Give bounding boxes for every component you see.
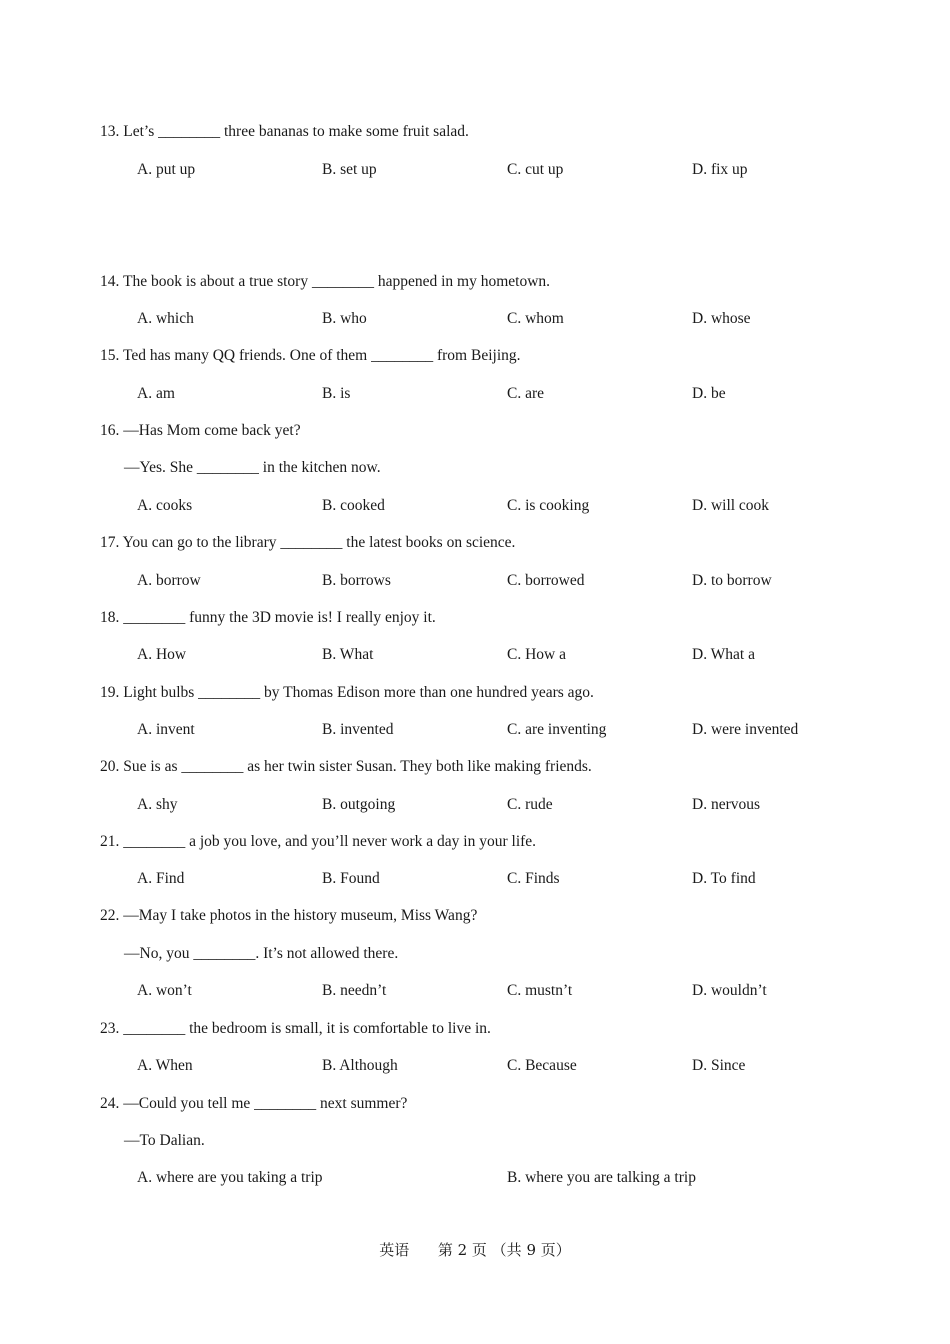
- question-18-option-d: D. What a: [692, 646, 755, 663]
- question-17-option-d: D. to borrow: [692, 572, 772, 589]
- question-18-option-c: C. How a: [507, 646, 566, 663]
- question-21-option-a: A. Find: [137, 870, 185, 887]
- question-23-option-a: A. When: [137, 1057, 193, 1074]
- question-21-option-b: B. Found: [322, 870, 380, 887]
- question-19-stem: 19. Light bulbs ________ by Thomas Edison more than one hundred years ago.: [100, 684, 594, 701]
- question-19-option-b: B. invented: [322, 721, 394, 738]
- question-15-stem: 15. Ted has many QQ friends. One of them ________ from Beijing.: [100, 347, 521, 364]
- question-16-stem: 16. —Has Mom come back yet?: [100, 422, 301, 439]
- question-22-option-d: D. wouldn’t: [692, 982, 767, 999]
- question-14-option-b: B. who: [322, 310, 367, 327]
- page-footer: 英语 第 2 页 （共 9 页）: [379, 1241, 571, 1259]
- question-18-option-a: A. How: [137, 646, 187, 663]
- question-15-option-d: D. be: [692, 385, 726, 402]
- question-15-option-a: A. am: [137, 385, 175, 402]
- question-18-stem: 18. ________ funny the 3D movie is! I really enjoy it.: [100, 609, 436, 626]
- question-17-option-b: B. borrows: [322, 572, 391, 589]
- question-14-option-d: D. whose: [692, 310, 751, 327]
- question-23-stem: 23. ________ the bedroom is small, it is comfortable to live in.: [100, 1020, 491, 1037]
- question-16-answer-line: —Yes. She ________ in the kitchen now.: [124, 459, 381, 476]
- question-20-stem: 20. Sue is as ________ as her twin sister Susan. They both like making friends.: [100, 758, 592, 775]
- question-23-option-c: C. Because: [507, 1057, 577, 1074]
- question-13-option-b: B. set up: [322, 161, 377, 178]
- question-15-option-c: C. are: [507, 385, 545, 402]
- question-20-option-c: C. rude: [507, 796, 553, 813]
- question-24-option-a: A. where are you taking a trip: [137, 1169, 323, 1186]
- question-16-option-b: B. cooked: [322, 497, 385, 514]
- question-15-option-b: B. is: [322, 385, 351, 402]
- question-14-option-a: A. which: [137, 310, 194, 327]
- question-20-option-d: D. nervous: [692, 796, 761, 813]
- question-14-stem: 14. The book is about a true story ________ happened in my hometown.: [100, 273, 551, 290]
- question-22-option-b: B. needn’t: [322, 982, 387, 999]
- question-20-option-b: B. outgoing: [322, 796, 396, 813]
- question-13-option-c: C. cut up: [507, 161, 564, 178]
- question-17-stem: 17. You can go to the library ________ the latest books on science.: [100, 534, 516, 551]
- question-23-option-d: D. Since: [692, 1057, 746, 1074]
- question-21-stem: 21. ________ a job you love, and you’ll never work a day in your life.: [100, 833, 537, 850]
- question-18-option-b: B. What: [322, 646, 374, 663]
- question-13-stem: 13. Let’s ________ three bananas to make some fruit salad.: [100, 123, 469, 140]
- question-16-option-d: D. will cook: [692, 497, 770, 514]
- question-22-answer-line: —No, you ________. It’s not allowed there.: [124, 945, 399, 962]
- question-22-option-c: C. mustn’t: [507, 982, 573, 999]
- question-22-option-a: A. won’t: [137, 982, 192, 999]
- question-24-stem: 24. —Could you tell me ________ next summer?: [100, 1095, 408, 1112]
- question-19-option-c: C. are inventing: [507, 721, 607, 738]
- question-24-answer-line: —To Dalian.: [124, 1132, 205, 1149]
- question-19-option-a: A. invent: [137, 721, 195, 738]
- question-17-option-a: A. borrow: [137, 572, 201, 589]
- question-22-stem: 22. —May I take photos in the history museum, Miss Wang?: [100, 907, 478, 924]
- question-13-option-d: D. fix up: [692, 161, 748, 178]
- question-23-option-b: B. Although: [322, 1057, 398, 1074]
- question-21-option-c: C. Finds: [507, 870, 560, 887]
- question-16-option-a: A. cooks: [137, 497, 193, 514]
- question-16-option-c: C. is cooking: [507, 497, 590, 514]
- question-14-option-c: C. whom: [507, 310, 564, 327]
- question-21-option-d: D. To find: [692, 870, 756, 887]
- question-19-option-d: D. were invented: [692, 721, 799, 738]
- question-13-option-a: A. put up: [137, 161, 196, 178]
- question-24-option-b: B. where you are talking a trip: [507, 1169, 696, 1186]
- question-20-option-a: A. shy: [137, 796, 178, 813]
- question-17-option-c: C. borrowed: [507, 572, 585, 589]
